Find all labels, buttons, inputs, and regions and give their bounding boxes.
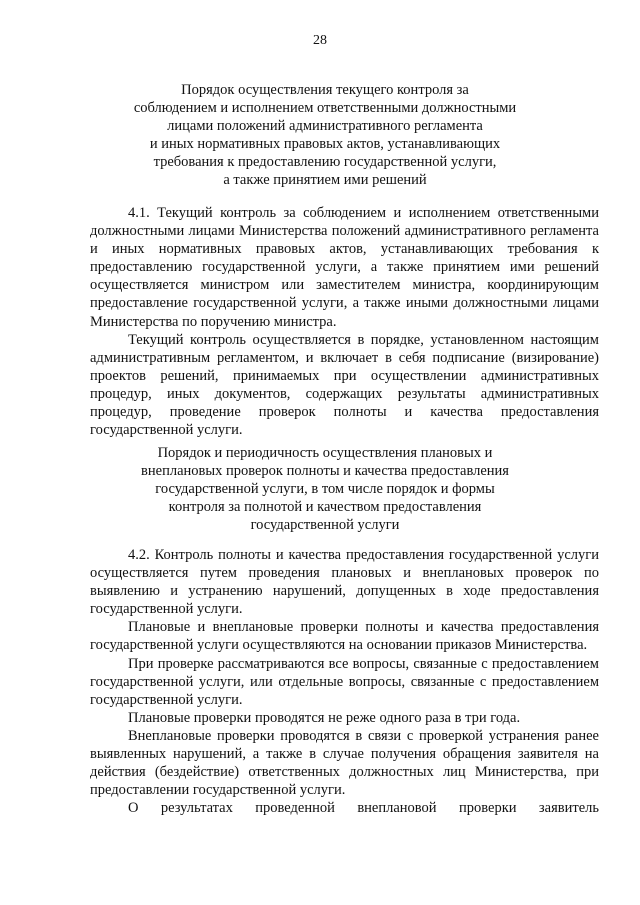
paragraph-4-2: 4.2. Контроль полноты и качества предоставления государственной услуги осуществляется путем проведения плановых и внеплановых проверок по выявлению и устранению нарушений, допущенных в ходе предоставления государственной услуги. — [90, 547, 599, 618]
heading-line: государственной услуги — [250, 517, 400, 533]
heading-line: а также принятием ими решений — [223, 172, 427, 188]
heading-line: лицами положений административного регламента — [167, 118, 483, 134]
heading-line: государственной услуги, в том числе порядок и формы — [155, 481, 495, 497]
section-heading-current-control — [90, 81, 560, 189]
paragraph-inspection-scope: При проверке рассматриваются все вопросы, связанные с предоставлением государственной услуги, или отдельные вопросы, связанные с предоставлением государственной услуги. — [90, 655, 599, 708]
paragraph-inspections-basis: Плановые и внеплановые проверки полноты и качества предоставления государственной услуги осуществляются на основании приказов Министерства. — [90, 619, 599, 654]
section-4-1-body — [90, 204, 599, 439]
paragraph-planned-frequency: Плановые проверки проводятся не реже одного раза в три года. — [128, 709, 521, 726]
paragraph-current-control-procedure: Текущий контроль осуществляется в порядке, установленном настоящим административным регламентом, и включает в себя подписание (визирование) проектов решений, принимаемых при осуществлении административных процедур, иных документов, содержащих результаты административных процедур, проведение проверок полноты и качества предоставления государственной услуги. — [90, 331, 599, 439]
paragraph-4-1: 4.1. Текущий контроль за соблюдением и исполнением ответственными должностными лицами Министерства положений административного регламента и иных нормативных правовых актов, устанавливающих требования к предоставлению государственной услуги, а также принятием ими решений осуществляется министром или заместителем министра, координирующим предоставление государственной услуги, а также иными должностными лицами Министерства по поручению министра. — [90, 205, 599, 330]
heading-line: Порядок осуществления текущего контроля за — [181, 82, 469, 98]
section-4-2-body — [90, 546, 599, 817]
page-number: 28 — [313, 33, 327, 48]
heading-line: требования к предоставлению государственной услуги, — [153, 154, 497, 170]
paragraph-results-notification: О результатах проведенной внеплановой проверки заявитель — [128, 800, 599, 817]
section-heading-inspections — [90, 444, 560, 534]
heading-line: Порядок и периодичность осуществления плановых и — [157, 445, 493, 461]
heading-line: контроля за полнотой и качеством предоставления — [168, 499, 482, 515]
heading-line: внеплановых проверок полноты и качества предоставления — [141, 463, 509, 479]
paragraph-unplanned-inspections: Внеплановые проверки проводятся в связи с проверкой устранения ранее выявленных нарушений, а также в случае получения обращения заявителя на действия (бездействие) ответственных должностных лиц Министерства, при предоставлении государственной услуги. — [90, 727, 599, 799]
heading-line: и иных нормативных правовых актов, устанавливающих — [149, 136, 501, 152]
heading-line: соблюдением и исполнением ответственными должностными — [133, 100, 517, 116]
